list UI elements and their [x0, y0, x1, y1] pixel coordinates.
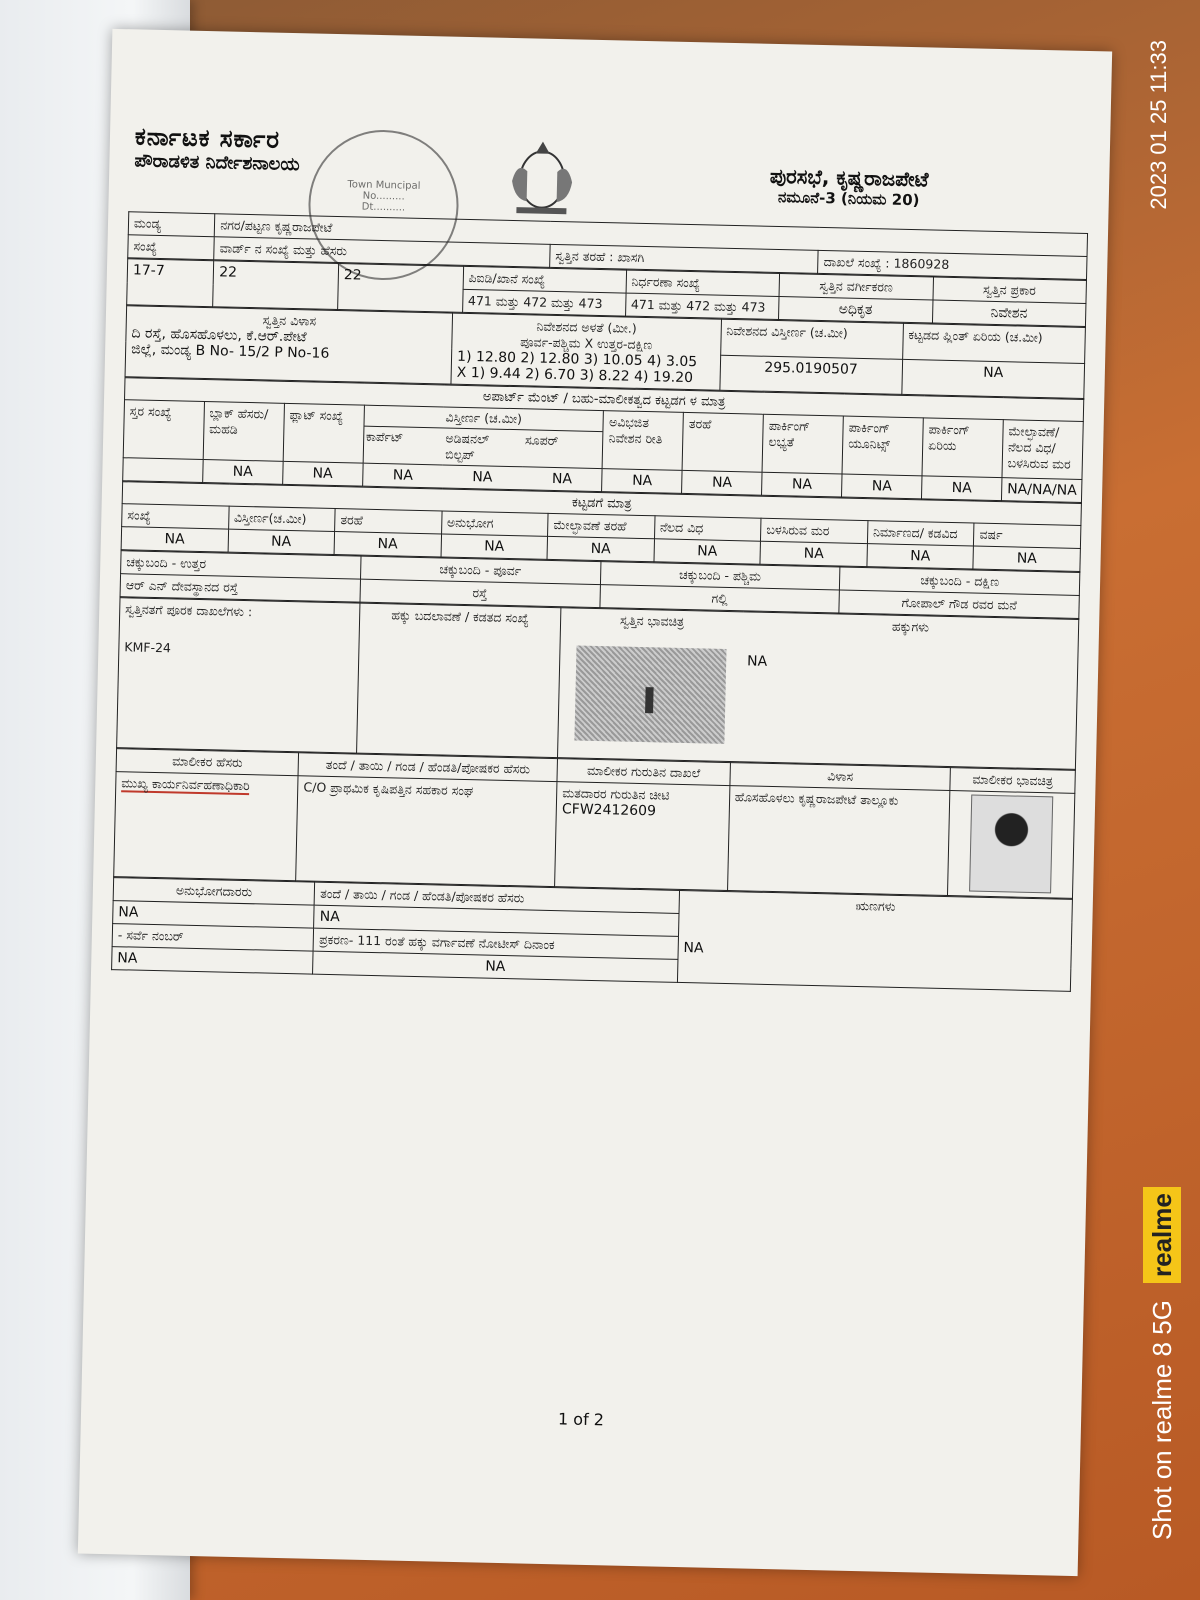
assessment-label: ನಿರ್ಧರಣಾ ಸಂಖ್ಯೆ: [626, 270, 780, 296]
record-number: ದಾಖಲೆ ಸಂಖ್ಯೆ : 1860928: [818, 250, 1087, 279]
plinth-value: NA: [902, 359, 1085, 399]
owner-id-number: CFW2412609: [561, 801, 657, 820]
district-cell: ಮಂಡ್ಯ: [128, 212, 215, 237]
rights-label: ಹಕ್ಕುಗಳು: [891, 618, 930, 635]
boundary-south-value: ಗೋಪಾಲ್ ಗೌಡ ರವರ ಮನೆ: [839, 590, 1079, 618]
apartment-section-title: ಅಪಾರ್ಟ್ ಮೆಂಟ್ / ಬಹು-ಮಾಲೀಕತ್ವದ ಕಟ್ಟಡಗ ಳ ಮಾತ್ರ: [125, 378, 1084, 422]
apartment-header: ಅವಿಭಜಿತ ನಿವೇಶನ ರೀತಿ: [603, 411, 684, 471]
owner-table: [113, 748, 1076, 899]
property-type: ಸ್ವತ್ತಿನ ತರಹೆ : ಖಾಸಗಿ: [550, 244, 819, 273]
property-photo: [574, 646, 726, 744]
apartment-header: ಫ್ಲಾಟ್ ಸಂಖ್ಯೆ: [283, 403, 364, 463]
boundary-east-value: ರಸ್ತೆ: [360, 579, 600, 607]
apartment-value: NA: [602, 469, 682, 494]
building-header: ಬಳಸಿರುವ ಮರ: [761, 518, 868, 543]
site-dimensions-label: ನಿವೇಶನದ ಅಳತೆ (ಮೀ.): [536, 318, 637, 336]
apartment-header: ತರಹೆ: [682, 412, 763, 472]
apartment-header: ಪಾರ್ಕಿಂಗ್ ಲಭ್ಯತೆ: [762, 414, 843, 474]
boundary-north-label: ಚಕ್ಕುಬಂದಿ - ಉತ್ತರ: [121, 551, 361, 579]
building-value: NA: [441, 534, 548, 559]
building-header: ನಿರ್ಮಾಣದ/ ಕಡವಿದ: [867, 521, 974, 546]
building-value: NA: [228, 529, 335, 554]
classification-label: ಸ್ವತ್ತಿನ ವರ್ಗೀಕರಣ: [779, 274, 933, 300]
building-header: ವರ್ಷ: [974, 523, 1081, 548]
pid-label: ಪಿಐಡಿ/ಖಾನೆ ಸಂಖ್ಯೆ: [463, 266, 626, 293]
owner-id-label: ಮಾಲೀಕರ ಗುರುತಿನ ದಾಖಲೆ: [557, 759, 730, 786]
building-value: NA: [867, 544, 974, 569]
building-section-title: ಕಟ್ಟಡಗೆ ಮಾತ್ರ: [122, 482, 1081, 526]
apartment-header: ಪಾರ್ಕಿಂಗ್ ಏರಿಯ: [922, 418, 1003, 478]
notice-label: ಪ್ರಕರಣ- 111 ರಂತೆ ಹಕ್ಕು ವರ್ಗಾವಣೆ ನೋಟೀಸ್ ದಿನಾಂಕ: [313, 928, 678, 959]
apartment-value: NA: [392, 467, 414, 484]
apartment-value: NA: [551, 470, 573, 488]
plinth-label: ಕಟ್ಟಡದ ಪ್ಲಿಂತ್ ಏರಿಯ (ಚ.ಮೀ): [902, 323, 1085, 363]
occupant-label: ಅನುಭೋಗದಾರರು: [113, 878, 315, 906]
owner-relation-label: ತಂದೆ / ತಾಯಿ / ಗಂಡ / ಹೆಂಡತಿ/ಪೋಷಕರ ಹೆಸರು: [298, 753, 557, 782]
building-header: ಅನುಭೋಗ: [441, 511, 548, 536]
building-value: NA: [654, 539, 761, 564]
owner-address-label: ವಿಳಾಸ: [730, 763, 951, 791]
camera-watermark: [1147, 1187, 1178, 1540]
nature-label: ಸ್ವತ್ತಿನ ಪ್ರಕಾರ: [932, 277, 1086, 303]
property-photo-label: ಸ್ವತ್ತಿನ ಭಾವಚಿತ್ರ: [619, 612, 685, 629]
site-dimensions-ew: 1) 12.80 2) 12.80 3) 10.05 4) 3.05: [456, 348, 698, 371]
notice-value: NA: [313, 951, 678, 982]
building-value: NA: [547, 536, 654, 561]
boundary-north-value: ಆರ್ ಎನ್ ದೇವಸ್ಥಾನದ ರಸ್ತೆ: [120, 574, 360, 602]
directorate-title: ಪೌರಾಡಳಿತ ನಿರ್ದೇಶನಾಲಯ: [134, 150, 300, 176]
owner-name-value: ಮುಖ್ಯ ಕಾರ್ಯನಿರ್ವಹಣಾಧಿಕಾರಿ: [121, 775, 250, 794]
liabilities-value: NA: [677, 936, 1071, 991]
address-line-2: ಜಿಲ್ಲೆ, ಮಂಡ್ಯ B No- 15/2 P No-16: [130, 341, 330, 362]
supporting-docs-value: KMF-24: [124, 639, 172, 656]
site-area-value: 295.0190507: [719, 355, 902, 395]
survey-value: NA: [112, 947, 314, 975]
building-header: ನೆಲದ ವಿಧ: [654, 516, 761, 541]
apartment-value: NA: [472, 469, 493, 486]
building-header: ವಿಸ್ತೀರ್ಣ(ಚ.ಮೀ): [228, 506, 335, 531]
apartment-header: ಸ್ತರ ಸಂಖ್ಯೆ: [123, 400, 204, 460]
owner-address-value: ಹೊಸಹೊಳಲು ಕೃಷ್ಣರಾಜಪೇಟೆ ತಾಲ್ಲೂಕು: [727, 786, 950, 896]
code-value: 17-7: [127, 259, 214, 307]
boundary-west-label: ಚಕ್ಕುಬಂದಿ - ಪಶ್ಚಿಮ: [600, 562, 840, 590]
liabilities-label: ಋಣಗಳು: [855, 897, 896, 914]
site-area-label: ನಿವೇಶನದ ವಿಸ್ತೀರ್ಣ (ಚ.ಮೀ): [720, 319, 903, 359]
town-cell: ನಗರ/ಪಟ್ಟಣ ಕೃಷ್ಣರಾಜಪೇಟೆ: [215, 214, 1088, 257]
pid-value: 471 ಮತ್ತು 472 ಮತ್ತು 473: [462, 289, 625, 316]
site-dimensions-sub: ಪೂರ್ವ-ಪಶ್ಚಿಮ X ಉತ್ತರ-ದಕ್ಷಿಣ: [520, 334, 653, 353]
owner-photo-label: ಮಾಲೀಕರ ಭಾವಚಿತ್ರ: [950, 768, 1075, 794]
classification-value: ಅಧಿಕೃತ: [779, 297, 933, 323]
apartment-header: ಕಾರ್ಪೆಟ್: [365, 428, 404, 445]
owner-id-type: ಮತದಾರರ ಗುರುತಿನ ಚೀಟಿ: [562, 785, 670, 803]
site-dimensions-ns: X 1) 9.44 2) 6.70 3) 8.22 4) 19.20: [456, 364, 694, 387]
boundary-west-value: ಗಲ್ಲಿ: [599, 585, 839, 613]
camera-shot-on: Shot on realme 8 5G: [1147, 1300, 1177, 1540]
building-value: NA: [334, 532, 441, 557]
ward-number-value: 22: [213, 261, 339, 310]
owner-relation-value: C/O ಪ್ರಾಥಮಿಕ ಕೃಷಿಪತ್ತಿನ ಸಹಕಾರ ಸಂಘ: [296, 776, 557, 887]
seal-number: No.........: [362, 190, 405, 203]
owner-photo: [969, 795, 1053, 894]
building-value: NA: [760, 541, 867, 566]
document-page: [78, 29, 1112, 1576]
ward-label: ವಾರ್ಡ್ ನ ಸಂಖ್ಯೆ ಮತ್ತು ಹೆಸರು: [214, 237, 550, 268]
municipality-title: ಪುರಸಭೆ, ಕೃಷ್ಣರಾಜಪೇಟೆ: [769, 163, 929, 192]
building-header: ಸಂಖ್ಯೆ: [122, 504, 229, 529]
occupant-relation-label: ತಂದೆ / ತಾಯಿ / ಗಂಡ / ಹೆಂಡತಿ/ಪೋಷಕರ ಹೆಸರು: [314, 882, 679, 913]
form-body: [111, 119, 1090, 992]
survey-label: - ಸರ್ವೆ ನಂಬರ್: [112, 924, 314, 952]
apartment-value: NA: [682, 470, 762, 495]
number-label: ಸಂಖ್ಯೆ: [128, 235, 215, 260]
apartment-value: NA/NA/NA: [1001, 478, 1082, 503]
assessment-value: 471 ಮತ್ತು 472 ಮತ್ತು 473: [625, 293, 779, 319]
apartment-header: ಅಡಿಷನಲ್ ಬಿಲ್ಟಪ್: [444, 430, 490, 463]
owner-name-label: ಮಾಲೀಕರ ಹೆಸರು: [116, 749, 299, 776]
camera-timestamp: 2023 01 25 11:33: [1146, 40, 1171, 210]
state-emblem-icon: [496, 131, 588, 219]
building-header: ತರಹೆ: [335, 509, 442, 534]
occupant-relation-value: NA: [314, 905, 679, 936]
occupant-value: NA: [113, 901, 315, 929]
building-value: NA: [973, 546, 1080, 571]
apartment-header: ಬ್ಲಾಕ್ ಹೆಸರು/ ಮಹಡಿ: [203, 402, 284, 462]
boundary-south-label: ಚಕ್ಕುಬಂದಿ - ದಕ್ಷಿಣ: [840, 567, 1080, 595]
apartment-value: NA: [762, 472, 842, 497]
seal-date: Dt..........: [361, 201, 406, 214]
form-title: ನಮೂನೆ-3 (ನಿಯಮ 20): [777, 187, 920, 210]
documents-table: [116, 597, 1079, 770]
apartment-value: NA: [203, 460, 283, 485]
apartment-value: [123, 458, 203, 483]
supporting-docs-label: ಸ್ವತ್ತಿನತಗೆ ಪೂರಕ ದಾಖಲೆಗಳು :: [125, 601, 253, 620]
apartment-value: NA: [282, 461, 362, 486]
apartment-header: ಮೇಲ್ಛಾವಣೆ/ನೆಲದ ವಿಧ/ಬಳಸಿರುವ ಮರ: [1002, 420, 1083, 480]
apartment-value: NA: [922, 476, 1002, 501]
address-line-1: ದಿ ರಸ್ತೆ, ಹೊಸಹೊಳಲು, ಕೆ.ಆರ್.ಪೇಟೆ: [131, 325, 307, 346]
camera-brand: realme: [1143, 1187, 1181, 1283]
government-title: ಕರ್ನಾಟಕ ಸರ್ಕಾರ: [134, 122, 281, 154]
apartment-value: NA: [842, 474, 922, 499]
boundary-east-label: ಚಕ್ಕುಬಂದಿ - ಪೂರ್ವ: [360, 556, 600, 584]
address-label: ಸ್ವತ್ತಿನ ವಿಳಾಸ: [262, 312, 317, 329]
apartment-header: ಸೂಪರ್: [524, 432, 559, 449]
apartment-header: ಪಾರ್ಕಿಂಗ್ ಯೂನಿಟ್ಸ್: [842, 416, 923, 476]
ward-name-value: 22: [338, 264, 464, 313]
page-number: 1 of 2: [557, 1409, 605, 1430]
building-value: NA: [121, 527, 228, 552]
seal-text: Town Muncipal: [347, 179, 421, 192]
rights-value: NA: [746, 653, 768, 670]
transfer-file-label: ಹಕ್ಕು ಬದಲಾವಣೆ / ಕಡತದ ಸಂಖ್ಯೆ: [356, 603, 561, 758]
building-header: ಮೇಲ್ಛಾವಣೆ ತರಹೆ: [548, 513, 655, 538]
nature-value: ನಿವೇಶನ: [932, 300, 1086, 326]
apartment-area-group: ವಿಸ್ತೀರ್ಣ (ಚ.ಮೀ): [364, 406, 603, 432]
